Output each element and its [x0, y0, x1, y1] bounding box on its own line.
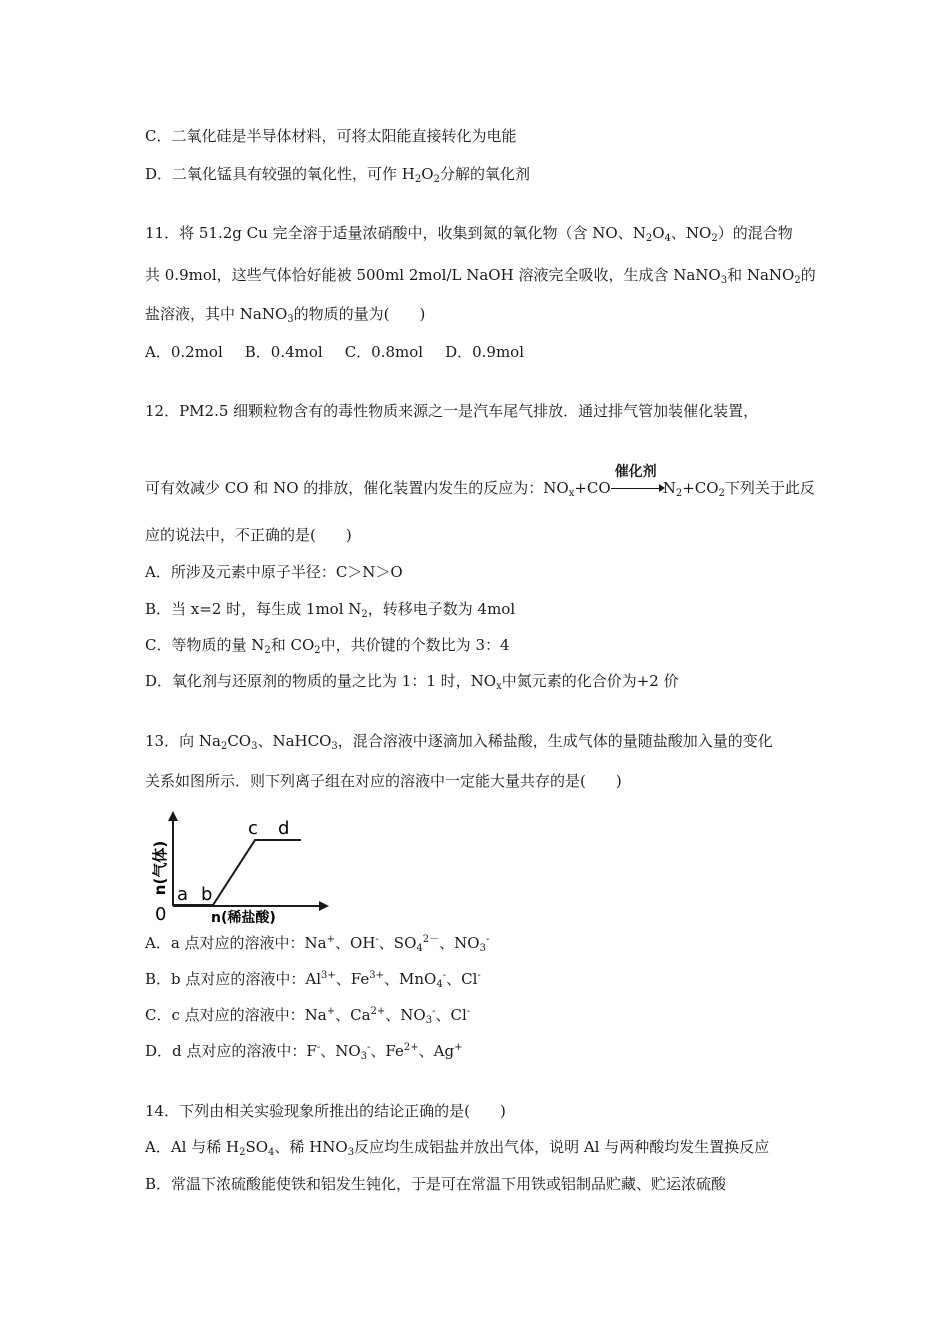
q13-option-a: A．a 点对应的溶液中：Na+、OH-、$SO_4^{2-}$、$NO_3^-$ [145, 934, 490, 954]
q14-option-b: B．常温下浓硫酸能使铁和铝发生钝化，于是可在常温下用铁或铝制品贮藏、贮运浓硫酸 [145, 1175, 727, 1193]
q11-stem-line-1: 11．将 51.2g Cu 完全溶于适量浓硝酸中，收集到氮的氧化物（含 NO、$N_2O_4$、$NO_2$）的混合物 [145, 224, 793, 244]
y-axis-arrowhead [168, 811, 178, 821]
y-axis-label: n(气体) [151, 840, 169, 896]
q11-stem-line-2: 共 0.9mol，这些气体恰好能被 500ml 2mol/L NaOH 溶液完全吸收，生成含 NaNO$_3$和 NaNO$_2$的 [145, 266, 816, 286]
q13-option-c: C．c 点对应的溶液中：Na+、$Ca^{2+}$、$NO_3^-$、Cl- [145, 1006, 471, 1026]
q12-stem-line-1: 12．PM2.5 细颗粒物含有的毒性物质来源之一是汽车尾气排放．通过排气管加装催化装置， [145, 402, 759, 420]
q11-option-d: D．0.9mol [445, 343, 525, 361]
q12-option-c: C．等物质的量 $N_2$和 $CO_2$中，共价键的个数比为 3：4 [145, 636, 510, 656]
origin-label: 0 [155, 904, 167, 925]
q14-option-a: A．Al 与稀 $H_2SO_4$、稀 $HNO_3$反应均生成铝盐并放出气体，说明 Al 与两种酸均发生置换反应 [145, 1138, 770, 1158]
gas-vs-acid-graph [143, 810, 343, 925]
q13-option-d: D．d 点对应的溶液中：F-、$NO_3^-$、$Fe^{2+}$、Ag+ [145, 1042, 463, 1062]
q14-stem: 14．下列由相关实验现象所推出的结论正确的是( ) [145, 1102, 506, 1120]
q13-option-b: B．b 点对应的溶液中：$Al^{3+}$、$Fe^{3+}$、MnO$_4$-、Cl- [145, 970, 481, 990]
q11-option-b: B．0.4mol [244, 343, 323, 361]
q11-stem-line-3: 盐溶液，其中 NaNO$_3$的物质的量为( ) [145, 305, 426, 325]
q13-stem-line-1: 13．向 $Na_2CO_3$、NaHCO$_3$，混合溶液中逐滴加入稀盐酸，生成气体的量随盐酸加入量的变化 [145, 732, 773, 752]
q12-option-d: D．氧化剂与还原剂的物质的量之比为 1：1 时，$NO_x$中氮元素的化合价为+2 价 [145, 672, 679, 692]
q11-option-c: C．0.8mol [344, 343, 424, 361]
gas-curve [173, 840, 301, 905]
x-axis-arrowhead [319, 901, 329, 911]
q13-stem-line-2: 关系如图所示．则下列离子组在对应的溶液中一定能大量共存的是( ) [145, 772, 622, 790]
q12-stem-line-2: 可有效减少 CO 和 NO 的排放，催化装置内发生的反应为：$NO_x+CO$ 催化剂 $N_2+CO_2$下列关于此反 [145, 464, 815, 499]
q11-option-a: A．0.2mol [145, 343, 223, 361]
point-a-label: a [177, 884, 189, 905]
q12-stem-line-3: 应的说法中，不正确的是( ) [145, 526, 352, 544]
x-axis-label: n(稀盐酸) [211, 910, 276, 925]
q10-option-c: C．二氧化硅是半导体材料，可将太阳能直接转化为电能 [145, 127, 517, 145]
point-d-label: d [278, 818, 290, 839]
q12-option-b: B．当 x=2 时，每生成 1mol $N_2$，转移电子数为 4mol [145, 600, 516, 620]
q12-option-a: A．所涉及元素中原子半径：C＞N＞O [145, 563, 403, 581]
point-c-label: c [248, 818, 258, 839]
catalyst-label: 催化剂 [614, 464, 657, 480]
q11-options [145, 342, 524, 362]
reaction-arrow [611, 464, 663, 498]
point-b-label: b [201, 884, 213, 905]
q10-option-d: D．二氧化锰具有较强的氧化性，可作 $H_2O_2$分解的氧化剂 [145, 165, 530, 185]
